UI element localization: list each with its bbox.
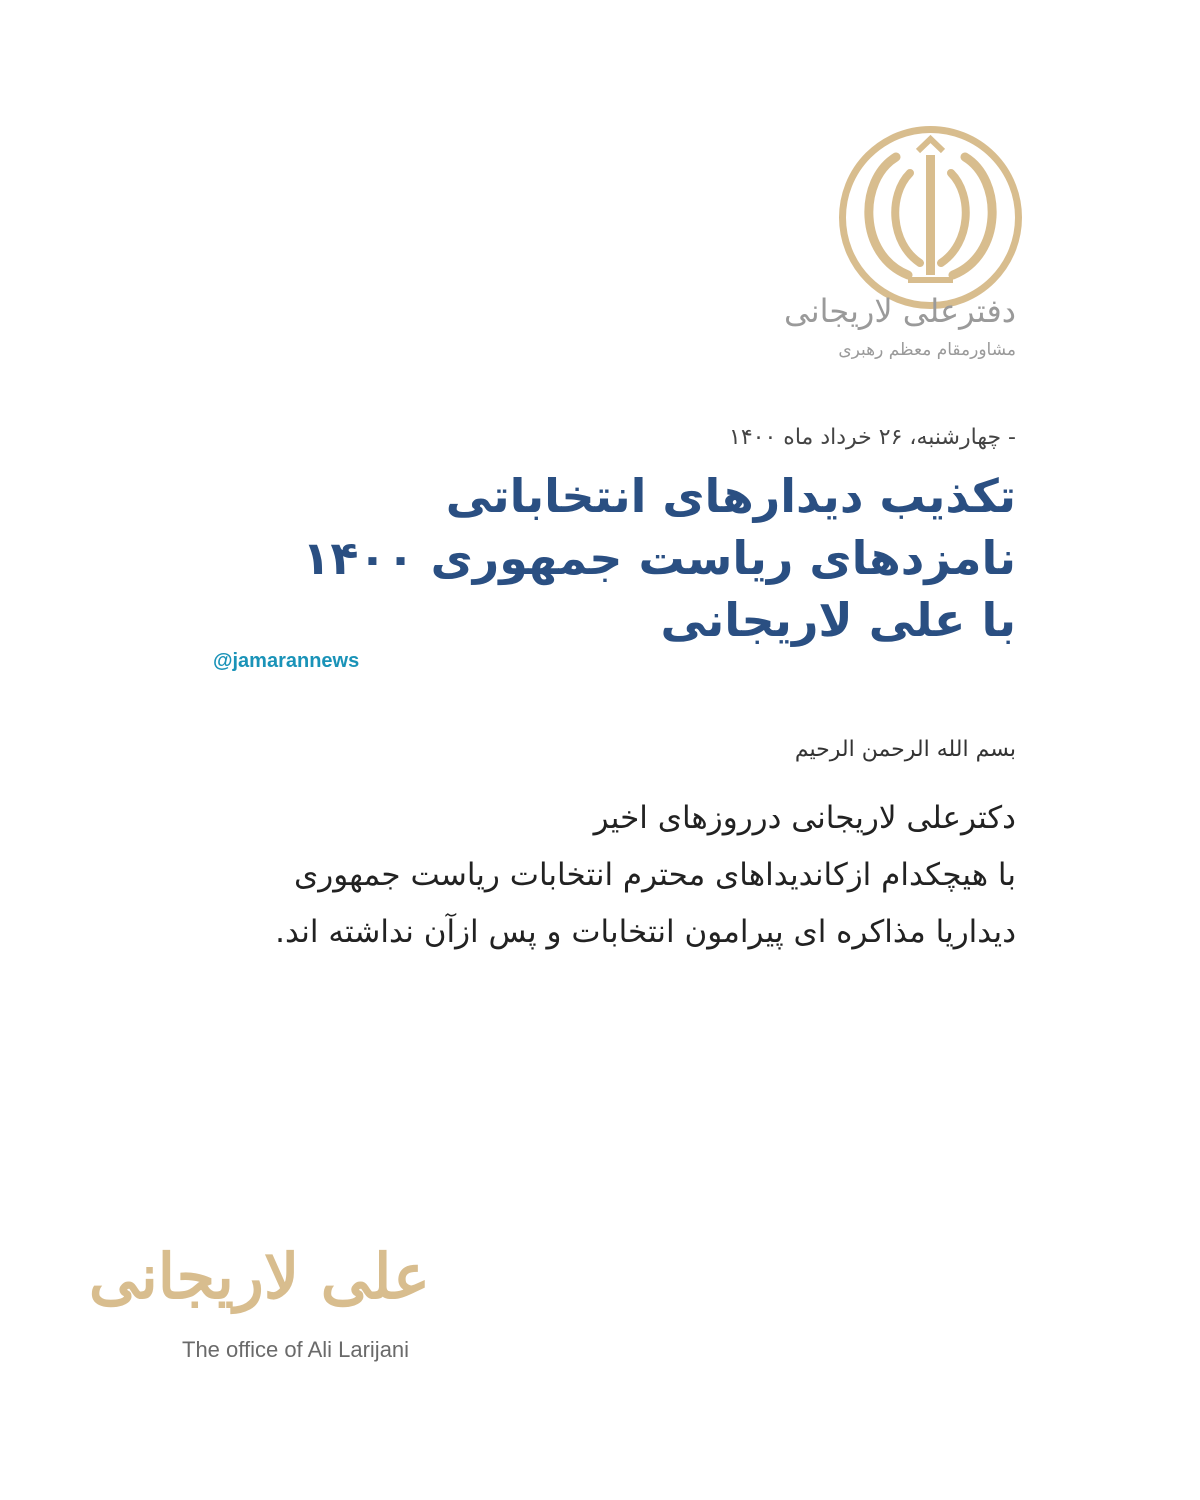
statement-body bbox=[256, 790, 1016, 961]
headline-line: نامزدهای ریاست جمهوری ۱۴۰۰ bbox=[302, 531, 1016, 585]
body-line: دکترعلی لاریجانی درروزهای اخیر bbox=[593, 800, 1016, 836]
basmala: بسم الله الرحمن الرحیم bbox=[794, 737, 1016, 762]
body-line: با هیچکدام ازکاندیداهای محترم انتخابات ریاست جمهوری bbox=[293, 857, 1016, 893]
office-english-name: The office of Ali Larijani bbox=[182, 1337, 410, 1362]
office-subtitle: مشاورمقام معظم رهبری bbox=[838, 340, 1016, 360]
headline-line: با علی لاریجانی bbox=[660, 593, 1016, 647]
headline bbox=[302, 465, 1016, 651]
body-line: دیداریا مذاکره ای پیرامون انتخابات و پس ازآن نداشته اند. bbox=[275, 914, 1016, 950]
signature-logo: علی لاریجانی bbox=[88, 1240, 430, 1313]
headline-line: تکذیب دیدارهای انتخاباتی bbox=[445, 469, 1016, 523]
date-line: - چهارشنبه، ۲۶ خرداد ماه ۱۴۰۰ bbox=[729, 425, 1016, 450]
office-name: دفترعلی لاریجانی bbox=[784, 292, 1016, 330]
jamaran-watermark: @jamarannews bbox=[213, 650, 360, 672]
iran-emblem-icon bbox=[838, 125, 1023, 310]
